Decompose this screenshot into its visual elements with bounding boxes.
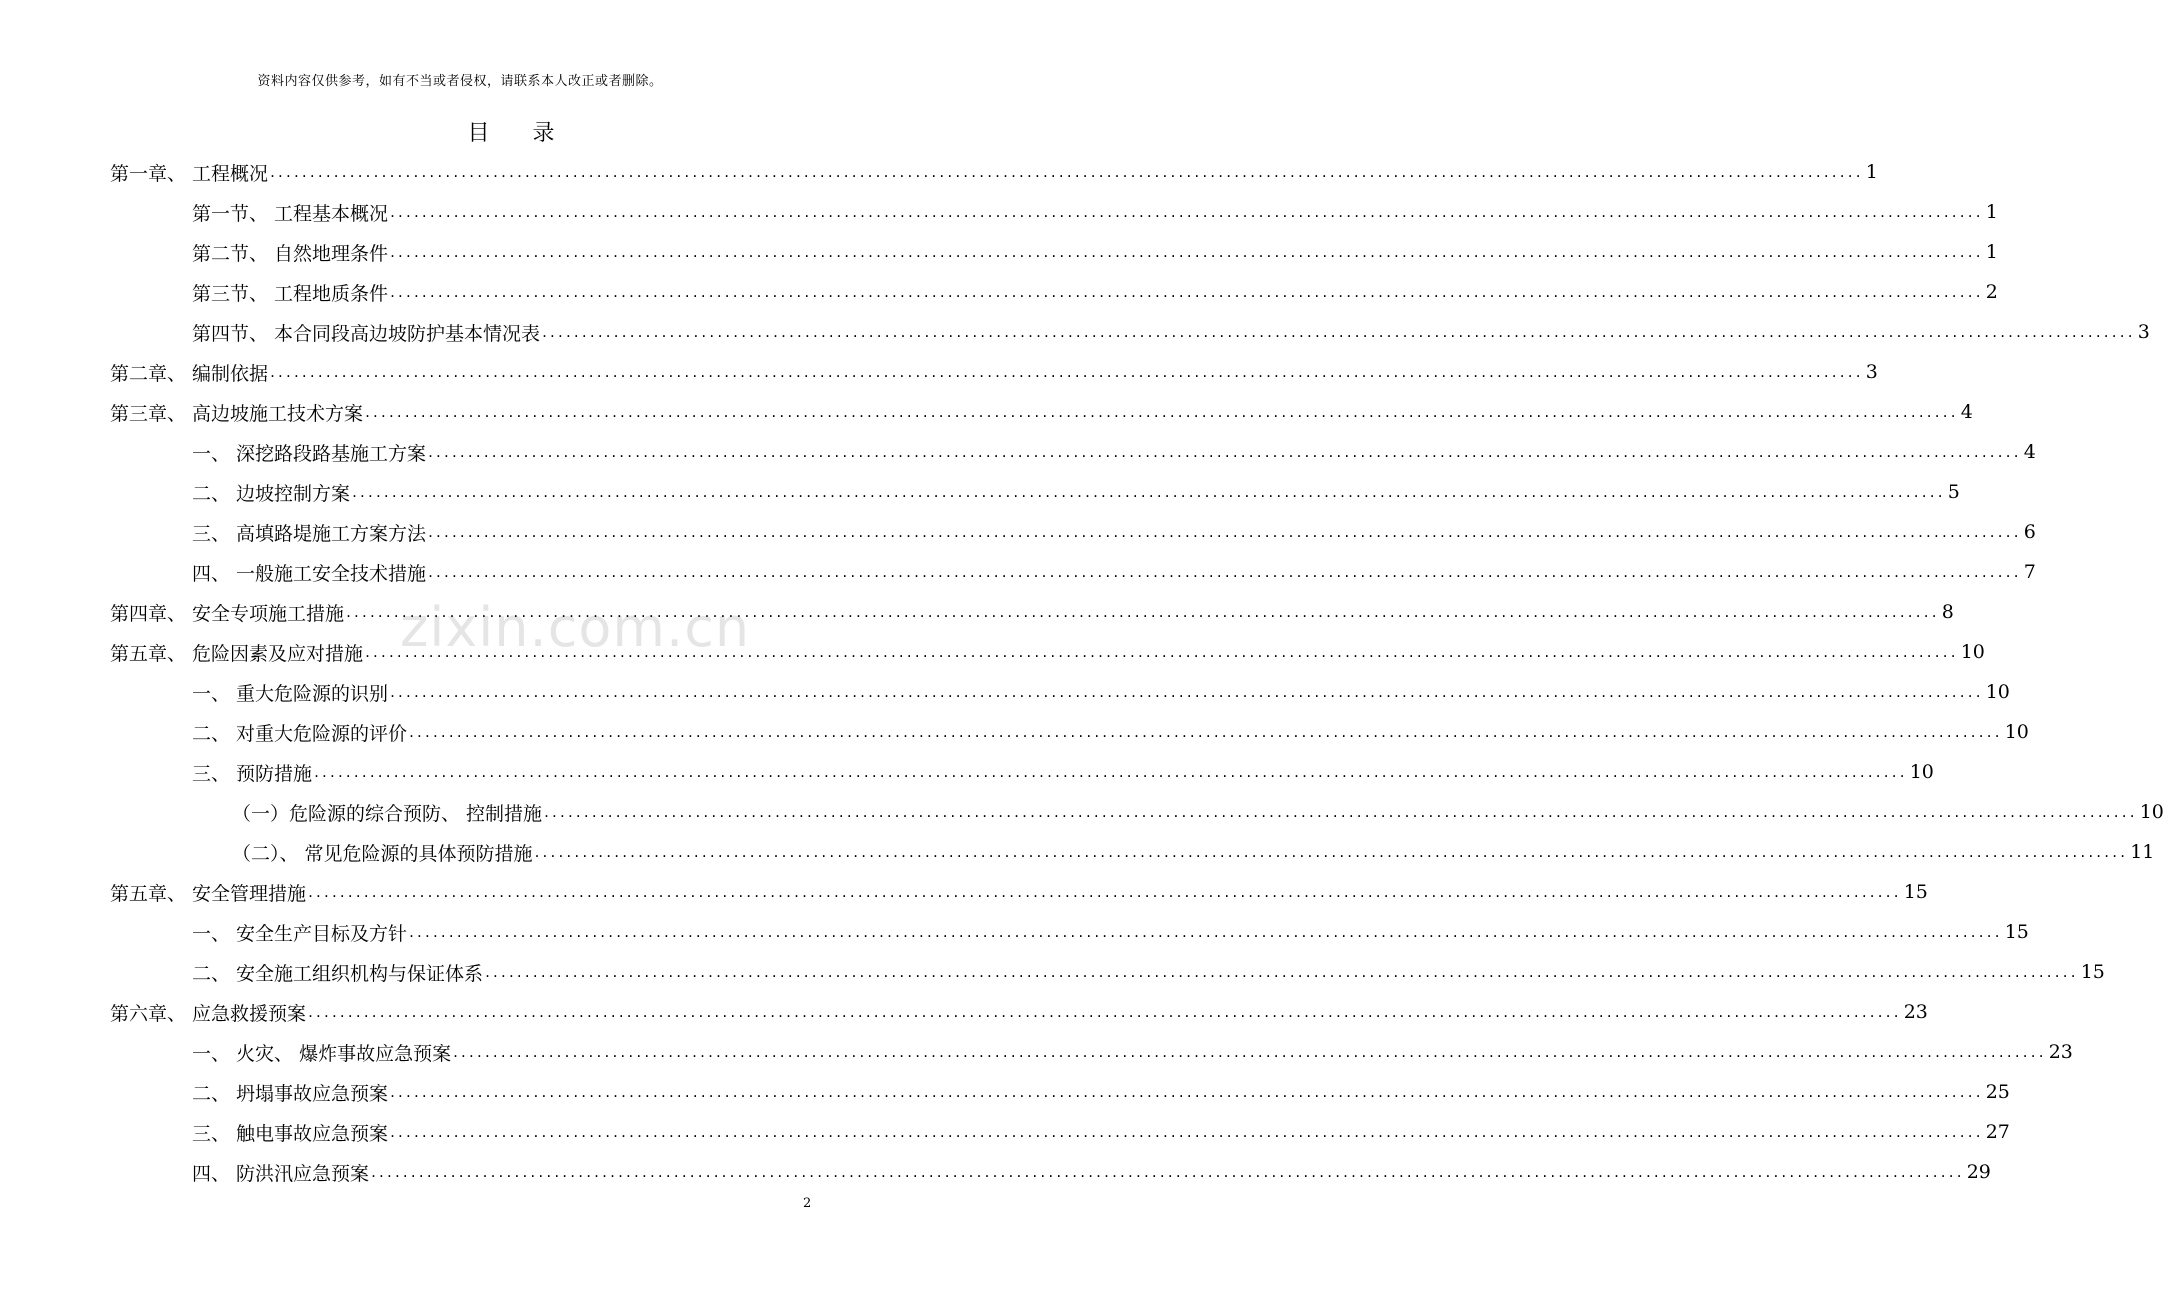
toc-entry[interactable]	[0, 752, 1934, 792]
toc-entry[interactable]	[0, 1072, 2010, 1112]
toc-entry-label: 常见危险源的具体预防措施	[304, 842, 533, 865]
toc-entry-number: 三、	[192, 1122, 237, 1145]
toc-entry-page: 1	[1985, 201, 1998, 223]
toc-entry[interactable]	[0, 632, 1985, 672]
toc-entry-page: 15	[1903, 881, 1928, 903]
watermark: zixin.com.cn	[400, 596, 751, 659]
toc-entry-number: 第四节、	[192, 322, 275, 345]
toc-entry[interactable]	[0, 352, 1878, 392]
toc-entry-number: 第一节、	[192, 202, 275, 225]
toc-entry-label: 高边坡施工技术方案	[192, 402, 364, 425]
toc-entry[interactable]	[0, 792, 2164, 832]
toc-entry[interactable]	[0, 912, 2029, 952]
toc-leader-dots: ........................................................................................................................................................................................................	[390, 203, 1984, 221]
toc-entry-page: 27	[1985, 1121, 2010, 1143]
toc-entry-line	[192, 1112, 2010, 1152]
toc-entry-label: 应急救援预案	[192, 1002, 307, 1025]
toc-entry-page: 8	[1941, 601, 1954, 623]
toc-entry-number: 四、	[192, 1162, 237, 1185]
toc-entry-line	[192, 232, 1998, 272]
toc-entry-number: 一、	[192, 682, 237, 705]
toc-entry-label: 安全施工组织机构与保证体系	[236, 962, 484, 985]
toc-entry-line	[192, 1072, 2010, 1112]
toc-entry-line	[192, 472, 1960, 512]
toc-entry-line	[232, 832, 2155, 872]
toc-entry-line	[110, 872, 1928, 912]
toc-entry[interactable]	[0, 592, 1954, 632]
toc-entry-line	[192, 272, 1998, 312]
toc-entry[interactable]	[0, 272, 1998, 312]
toc-leader-dots: ........................................................................................................................................................................................................	[352, 483, 1946, 501]
toc-entry-number: （一）	[232, 802, 290, 825]
toc-entry-number: 一、	[192, 1042, 237, 1065]
toc-entry-label: 危险源的综合预防、 控制措施	[289, 802, 543, 825]
toc-entry-line	[110, 992, 1928, 1032]
toc-entry-page: 7	[2023, 561, 2036, 583]
toc-entry-number: 第四章、	[110, 602, 193, 625]
toc-entry-number: 第五章、	[110, 882, 193, 905]
toc-entry-line	[192, 912, 2029, 952]
toc-entry-number: 第一章、	[110, 162, 193, 185]
toc-entry-label: 边坡控制方案	[236, 482, 351, 505]
toc-entry-page: 25	[1985, 1081, 2010, 1103]
toc-entry-number: 第二章、	[110, 362, 193, 385]
toc-entry-label: 自然地理条件	[274, 242, 389, 265]
toc-entry-page: 29	[1966, 1161, 1991, 1183]
toc-entry-line	[110, 152, 1878, 192]
toc-entry-number: 三、	[192, 522, 237, 545]
toc-entry-number: 二、	[192, 482, 237, 505]
toc-entry-line	[192, 952, 2105, 992]
toc-entry-line	[192, 1032, 2073, 1072]
toc-entry-page: 10	[1985, 681, 2010, 703]
toc-leader-dots: ........................................................................................................................................................................................................	[270, 363, 1864, 381]
toc-entry-line	[192, 192, 1998, 232]
toc-entry-number: 一、	[192, 922, 237, 945]
toc-entry-page: 10	[1960, 641, 1985, 663]
toc-leader-dots: ........................................................................................................................................................................................................	[453, 1043, 2047, 1061]
toc-entry-number: 第三节、	[192, 282, 275, 305]
toc-entry-number: （二）、	[232, 842, 305, 865]
toc-entry-label: 工程地质条件	[274, 282, 389, 305]
toc-entry-page: 10	[2004, 721, 2029, 743]
toc-entry-line	[110, 632, 1985, 672]
toc-entry-label: 防洪汛应急预案	[236, 1162, 370, 1185]
toc-entry[interactable]	[0, 312, 2150, 352]
toc-entry-number: 第六章、	[110, 1002, 193, 1025]
toc-leader-dots: ........................................................................................................................................................................................................	[409, 723, 2003, 741]
toc-entry-label: 安全专项施工措施	[192, 602, 345, 625]
toc-entry-label: 安全管理措施	[192, 882, 307, 905]
toc-entry-page: 23	[1903, 1001, 1928, 1023]
page-number: 2	[803, 1196, 812, 1211]
toc-entry-line	[110, 392, 1973, 432]
page-header-disclaimer: 资料内容仅供参考，如有不当或者侵权，请联系本人改正或者删除。	[257, 74, 663, 89]
toc-entry-page: 6	[2023, 521, 2036, 543]
toc-leader-dots: ........................................................................................................................................................................................................	[346, 603, 1940, 621]
toc-leader-dots: ........................................................................................................................................................................................................	[428, 443, 2022, 461]
toc-entry-number: 三、	[192, 762, 237, 785]
toc-entry-label: 工程基本概况	[274, 202, 389, 225]
toc-entry[interactable]	[0, 512, 2036, 552]
toc-entry[interactable]	[0, 472, 1960, 512]
toc-entry[interactable]	[0, 392, 1973, 432]
toc-entry[interactable]	[0, 712, 2029, 752]
toc-entry-page: 15	[2004, 921, 2029, 943]
toc-leader-dots: ........................................................................................................................................................................................................	[390, 243, 1984, 261]
toc-entry-label: 深挖路段路基施工方案	[236, 442, 427, 465]
toc-leader-dots: ........................................................................................................................................................................................................	[390, 683, 1984, 701]
toc-entry[interactable]	[0, 872, 1928, 912]
toc-entry[interactable]	[0, 552, 2036, 592]
toc-entry[interactable]	[0, 192, 1998, 232]
toc-entry[interactable]	[0, 672, 2010, 712]
toc-entry-label: 安全生产目标及方针	[236, 922, 408, 945]
toc-entry-line	[110, 352, 1878, 392]
toc-entry-line	[192, 512, 2036, 552]
toc-entry-page: 1	[1985, 241, 1998, 263]
toc-entry-number: 第二节、	[192, 242, 275, 265]
toc-entry-label: 触电事故应急预案	[236, 1122, 389, 1145]
toc-entry-line	[192, 752, 1934, 792]
toc-leader-dots: ........................................................................................................................................................................................................	[390, 1083, 1984, 1101]
toc-entry-number: 四、	[192, 562, 237, 585]
toc-entry[interactable]	[0, 152, 1878, 192]
toc-entry-number: 二、	[192, 962, 237, 985]
toc-entry-label: 预防措施	[236, 762, 313, 785]
toc-entry-page: 4	[1960, 401, 1973, 423]
toc-entry-line	[192, 672, 2010, 712]
toc-entry[interactable]	[0, 232, 1998, 272]
toc-entry-label: 本合同段高边坡防护基本情况表	[274, 322, 541, 345]
toc-entry-label: 重大危险源的识别	[236, 682, 389, 705]
toc-leader-dots: ........................................................................................................................................................................................................	[365, 643, 1959, 661]
toc-leader-dots: ........................................................................................................................................................................................................	[485, 963, 2079, 981]
toc-entry-page: 11	[2130, 841, 2155, 863]
toc-entry[interactable]	[0, 952, 2105, 992]
toc-leader-dots: ........................................................................................................................................................................................................	[314, 763, 1908, 781]
toc-entry-label: 对重大危险源的评价	[236, 722, 408, 745]
toc-entry-page: 5	[1947, 481, 1960, 503]
toc-entry-label: 一般施工安全技术措施	[236, 562, 427, 585]
toc-entry[interactable]	[0, 1032, 2073, 1072]
toc-entry-page: 15	[2080, 961, 2105, 983]
toc-entry-page: 3	[1865, 361, 1878, 383]
toc-leader-dots: ........................................................................................................................................................................................................	[409, 923, 2003, 941]
toc-entry[interactable]	[0, 832, 2155, 872]
toc-leader-dots: ........................................................................................................................................................................................................	[365, 403, 1959, 421]
toc-entry-number: 第五章、	[110, 642, 193, 665]
toc-entry-number: 二、	[192, 722, 237, 745]
toc-entry[interactable]	[0, 432, 2036, 472]
toc-title: 目 录	[467, 121, 573, 146]
toc-entry-number: 二、	[192, 1082, 237, 1105]
toc-entry-line	[110, 592, 1954, 632]
toc-entry-label: 工程概况	[192, 162, 269, 185]
toc-leader-dots: ........................................................................................................................................................................................................	[542, 323, 2136, 341]
toc-entry-label: 火灾、 爆炸事故应急预案	[236, 1042, 452, 1065]
toc-leader-dots: ........................................................................................................................................................................................................	[371, 1163, 1965, 1181]
toc-leader-dots: ........................................................................................................................................................................................................	[308, 1003, 1902, 1021]
toc-leader-dots: ........................................................................................................................................................................................................	[428, 523, 2022, 541]
toc-entry-page: 23	[2048, 1041, 2073, 1063]
toc-entry-page: 2	[1985, 281, 1998, 303]
toc-leader-dots: ........................................................................................................................................................................................................	[390, 283, 1984, 301]
toc-leader-dots: ........................................................................................................................................................................................................	[428, 563, 2022, 581]
toc-entry-line	[232, 792, 2164, 832]
toc-leader-dots: ........................................................................................................................................................................................................	[544, 803, 2138, 821]
toc-entry-page: 1	[1865, 161, 1878, 183]
toc-entry-label: 危险因素及应对措施	[192, 642, 364, 665]
toc-entry[interactable]	[0, 992, 1928, 1032]
toc-entry-line	[192, 712, 2029, 752]
toc-entry-page: 10	[1909, 761, 1934, 783]
toc-entry-page: 3	[2137, 321, 2150, 343]
toc-entry-line	[192, 432, 2036, 472]
toc-entry-label: 高填路堤施工方案方法	[236, 522, 427, 545]
toc-entry-label: 坍塌事故应急预案	[236, 1082, 389, 1105]
toc-entry[interactable]	[0, 1152, 1991, 1192]
toc-entry-line	[192, 552, 2036, 592]
toc-entry-line	[192, 312, 2150, 352]
toc-entry-page: 10	[2139, 801, 2164, 823]
toc-leader-dots: ........................................................................................................................................................................................................	[270, 163, 1864, 181]
toc-leader-dots: ........................................................................................................................................................................................................	[390, 1123, 1984, 1141]
toc-entry-label: 编制依据	[192, 362, 269, 385]
toc-entry[interactable]	[0, 1112, 2010, 1152]
toc-entry-page: 4	[2023, 441, 2036, 463]
toc-entry-number: 第三章、	[110, 402, 193, 425]
toc-entry-line	[192, 1152, 1991, 1192]
toc-entry-number: 一、	[192, 442, 237, 465]
toc-leader-dots: ........................................................................................................................................................................................................	[534, 843, 2129, 861]
toc-leader-dots: ........................................................................................................................................................................................................	[308, 883, 1902, 901]
